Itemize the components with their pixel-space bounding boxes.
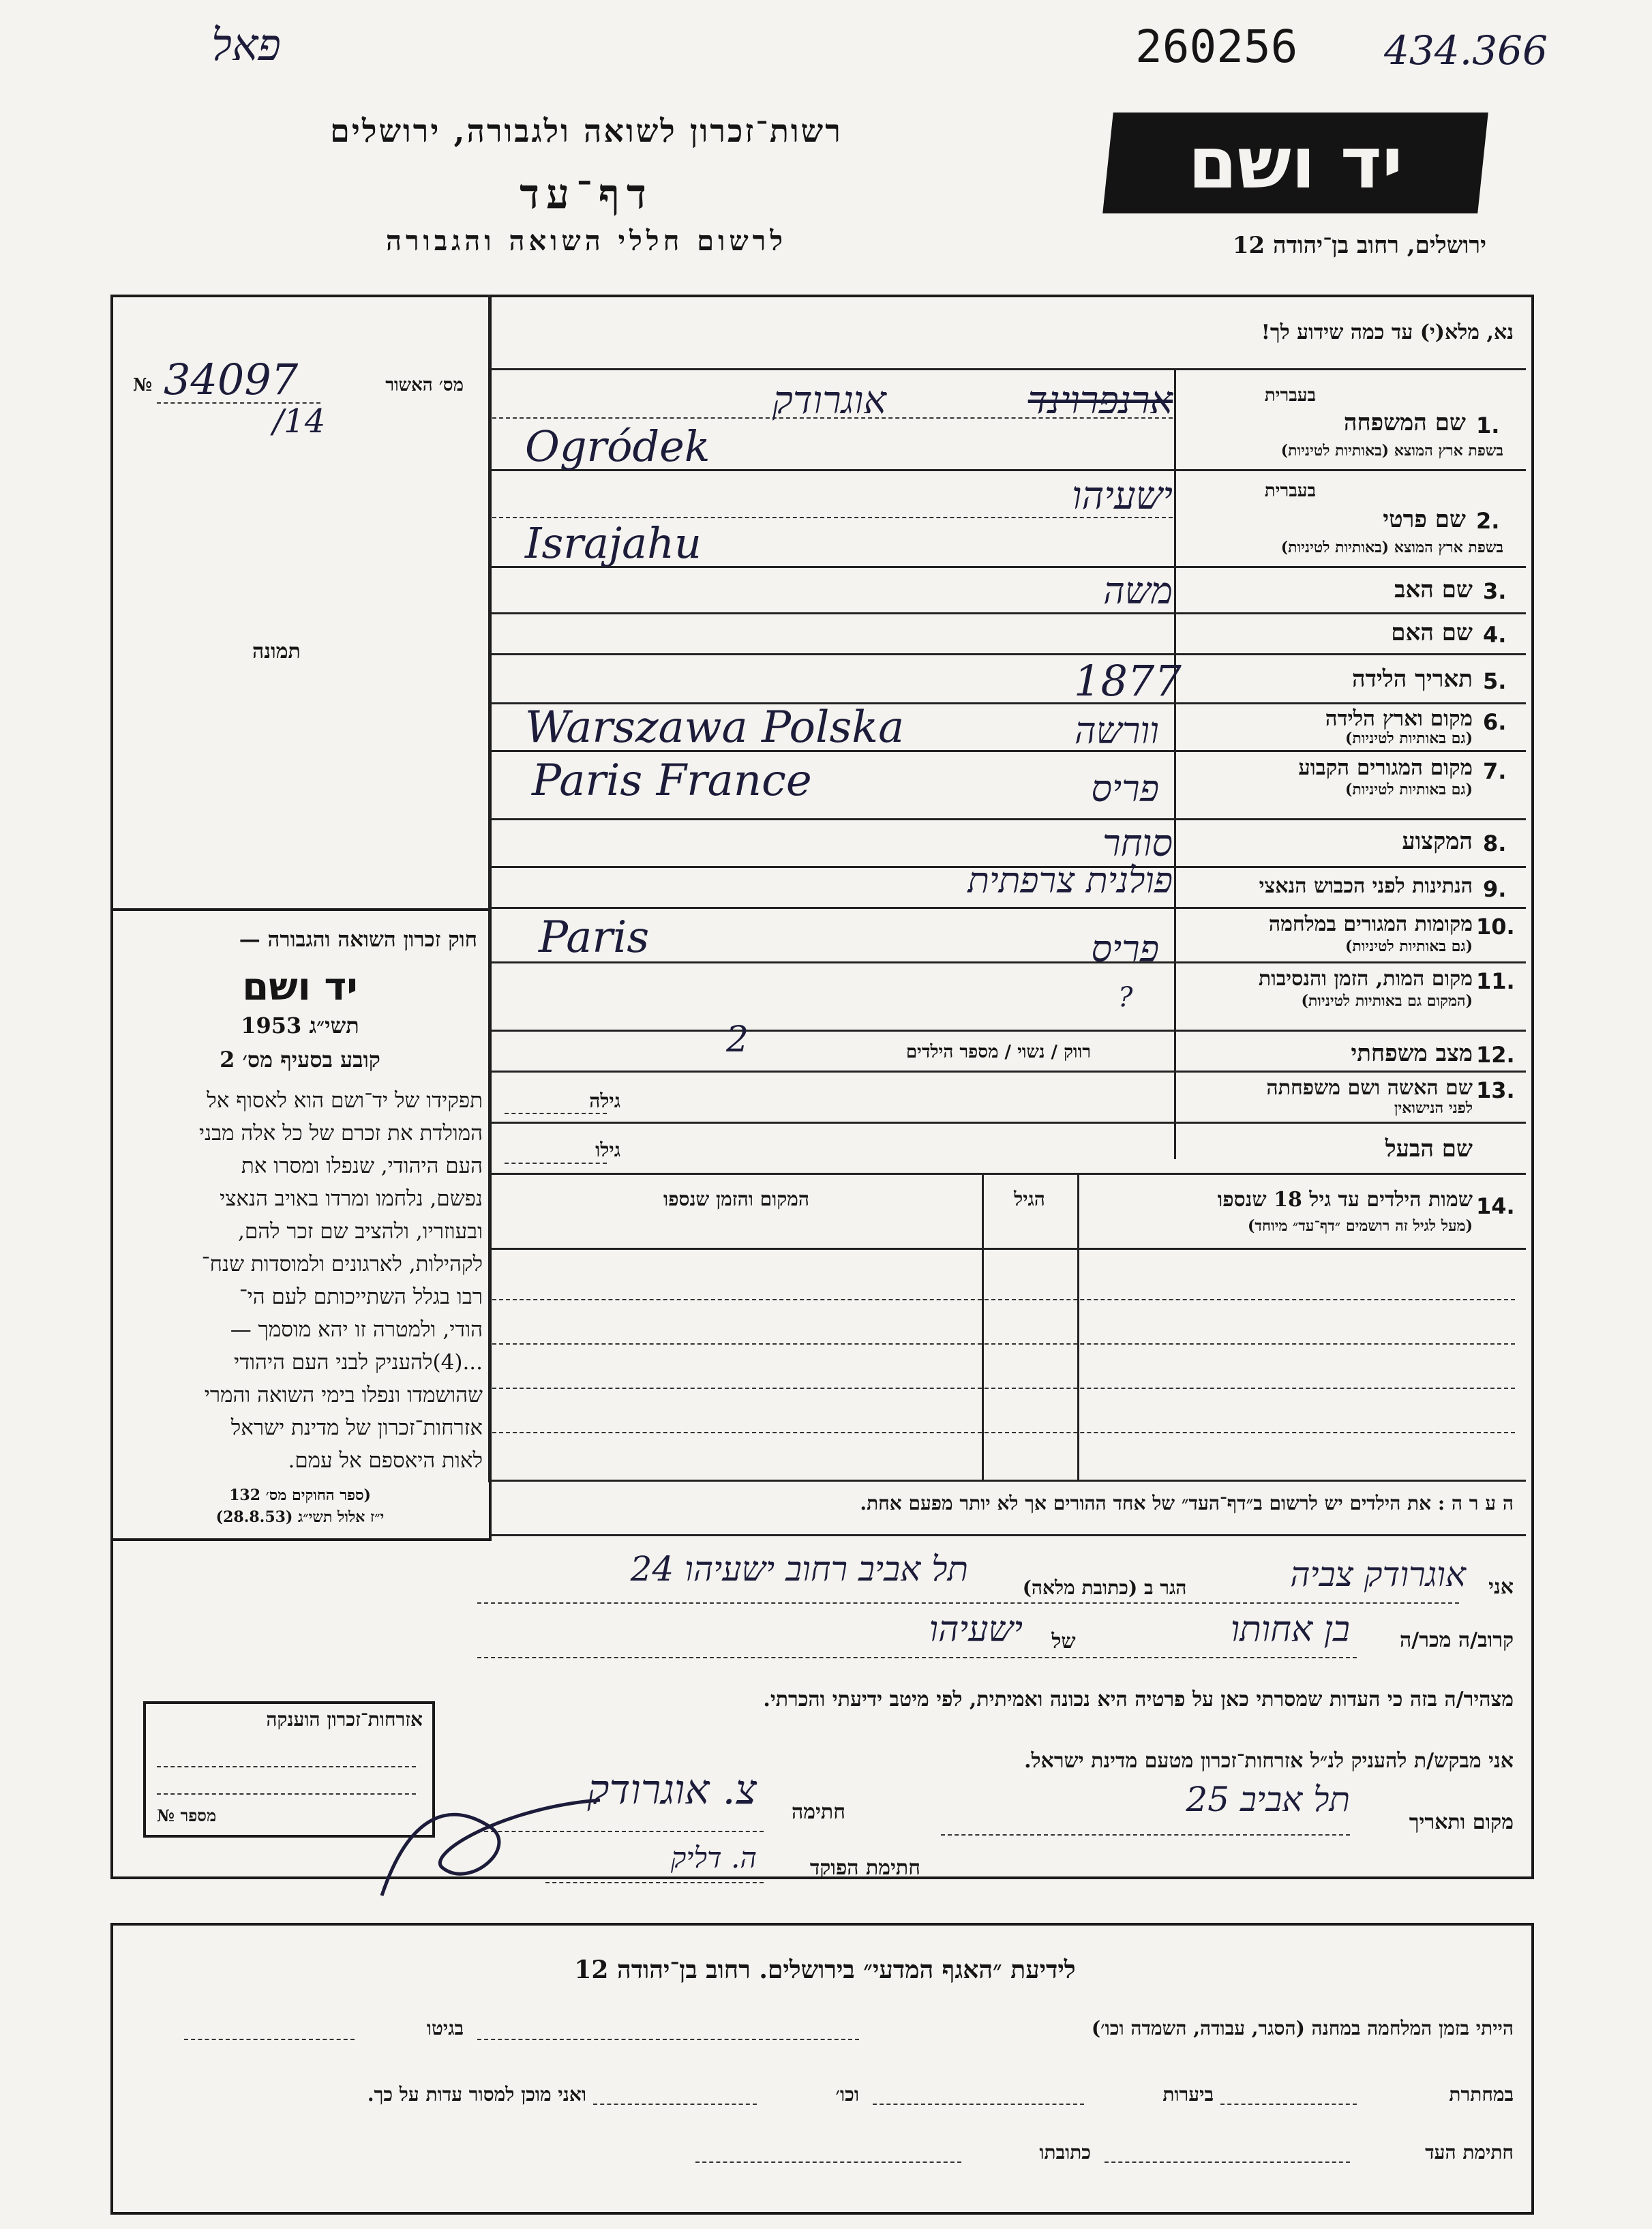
field-1-value-latin: Ogródek: [525, 421, 710, 471]
field-3-num: 3.: [1483, 578, 1507, 604]
field-6-sub: (גם באותיות לטיניות): [1345, 730, 1473, 747]
law-line: לאות היאספם אל עמם.: [288, 1448, 483, 1473]
field-6-label: מקום וארץ הלידה: [1325, 706, 1473, 731]
children-row: [492, 1388, 1515, 1389]
footer-row2-b: ביערות: [1162, 2083, 1214, 2106]
husband-label: שם הבעל: [1385, 1135, 1473, 1163]
memorial-box-line: [157, 1766, 416, 1767]
children-num: 14.: [1476, 1193, 1515, 1219]
field-9-num: 9.: [1483, 876, 1507, 902]
memorial-box-title: אזרחות־זכרון הוענקה: [266, 1708, 423, 1731]
field-11-label: מקום המות, הזמן והנסיבות: [1258, 967, 1473, 991]
field-6-value-he: וורשה: [1074, 709, 1159, 752]
field-5-label: תאריך הלידה: [1351, 665, 1473, 693]
decl-line1-name: אוגרודק צביה: [1290, 1555, 1466, 1594]
place-date-rule: [941, 1834, 1350, 1836]
children-note: (מעל לגיל זה רושמים ״דף־עד״ מיוחד): [1247, 1217, 1473, 1235]
corner-mark: פאל: [211, 20, 281, 71]
field-8-num: 8.: [1483, 831, 1507, 856]
husband-age-line: [505, 1163, 607, 1164]
field-10-sub: (גם באותיות לטיניות): [1345, 938, 1473, 955]
field-6-value-latin: Warszawa Polska: [525, 702, 905, 753]
children-col-divider: [1077, 1173, 1079, 1480]
decl-line1-mid: הגר ב (כתובת מלאה): [1022, 1576, 1187, 1599]
field-9-label: הנתינות לפני הכבוש הנאצי: [1259, 874, 1473, 898]
gazette-ref-1: (ספר החוקים מס׳ 132: [229, 1486, 371, 1504]
field-2-value-latin: Israjahu: [525, 518, 702, 568]
field-5-value: 1877: [1074, 656, 1182, 706]
remark-rule: [490, 1534, 1526, 1536]
row-rule: [490, 818, 1526, 820]
law-year: תשי״ג 1953: [241, 1013, 359, 1038]
row-rule: [490, 1122, 1526, 1124]
field-7-label: מקום המגורים הקבוע: [1298, 756, 1473, 780]
photo-label: תמונה: [252, 640, 301, 663]
logo-text: יד ושם: [1188, 121, 1403, 205]
decl-line2-rule: [477, 1657, 1357, 1658]
children-header-rule: [490, 1248, 1526, 1250]
law-line: נפשם, נלחמו ומרדו באויב הנאצי: [220, 1186, 483, 1211]
field-13-sub: לפני הנישואין: [1394, 1099, 1473, 1117]
children-row: [492, 1299, 1515, 1300]
field-10-label: מקומות המגורים במלחמה: [1268, 912, 1473, 936]
field-7-value-he: פריס: [1091, 767, 1159, 810]
form-divider: [488, 295, 490, 1482]
signature-value: צ. אוגרודק: [587, 1766, 757, 1814]
footer-title: לידיעת ״האגף המדעי״ בירושלים. רחוב בן־יהודה 12: [574, 1956, 1076, 1984]
field-10-num: 10.: [1476, 914, 1515, 940]
field-2-label: שם פרטי: [1383, 506, 1466, 533]
field-6-num: 6.: [1483, 709, 1507, 735]
signature-flourish: [368, 1786, 614, 1909]
husband-age-label: גילו: [595, 1139, 620, 1161]
field-1-sub-latin: בשפת ארץ המוצא (באותיות לטיניות): [1280, 442, 1503, 460]
gazette-ref-2: י״ז אלול תשי״ג (28.8.53): [215, 1508, 385, 1526]
approval-fraction: /14: [273, 402, 326, 440]
footer-row2-d: ואני מוכן למסור עדות על כך.: [367, 2083, 586, 2106]
field-8-value: סוחר: [1102, 822, 1173, 865]
law-line: לקהילות, לארגונים ולמוסדות שנח־: [201, 1252, 483, 1276]
field-3-value: משה: [1103, 569, 1173, 612]
field-13-num: 13.: [1476, 1077, 1515, 1103]
org-line: רשות־זכרון לשואה ולגבורה, ירושלים: [330, 113, 843, 149]
label-divider: [1174, 368, 1176, 1159]
memorial-box-number: מספר №: [157, 1806, 217, 1825]
law-line: המולדת את זכרם של כל אלה מבני: [198, 1121, 483, 1146]
field-4-label: שם האם: [1391, 619, 1473, 646]
field-12-value: 2: [726, 1019, 749, 1060]
instruction: נא, מלא(י) עד כמה שידוע לך!: [1261, 320, 1514, 344]
signature-label: חתימה: [792, 1800, 845, 1824]
field-2-sub-he: בעברית: [1264, 481, 1316, 501]
field-3-label: שם האב: [1394, 576, 1473, 603]
handwritten-ref: 434.366: [1384, 27, 1548, 74]
row-rule: [490, 1030, 1526, 1032]
field-11-sub: (המקום גם באותיות לטיניות): [1301, 992, 1473, 1010]
place-date-value: תל אביב 25: [1186, 1780, 1350, 1819]
approval-underline: [157, 402, 320, 404]
field-13-age-line: [505, 1113, 607, 1114]
law-line: רבו בגלל השתייכותם לעם הי־: [239, 1285, 483, 1309]
footer-row1-a: הייתי בזמן המלחמה במחנה (הסגר, עבודה, השמדה וכו׳): [1091, 2017, 1514, 2039]
decl-line1-prefix: אני: [1488, 1575, 1514, 1599]
field-7-sub: (גם באותיות לטיניות): [1345, 781, 1473, 798]
footer-row2-c: וכו׳: [835, 2083, 859, 2106]
decl-line2-relation: בן אחותו: [1230, 1609, 1350, 1650]
place-date-label: מקום ותאריך: [1409, 1810, 1514, 1834]
field-1-num: 1.: [1476, 413, 1500, 438]
approval-prefix: №: [133, 375, 153, 395]
field-8-label: המקצוע: [1402, 828, 1473, 855]
row-rule: [490, 1071, 1526, 1073]
footer-frame: [110, 1923, 1534, 2215]
approval-label: מס׳ האשור: [385, 375, 464, 395]
archive-code: 260256: [1135, 20, 1298, 73]
footer-row2-a: במחתרת: [1449, 2083, 1514, 2106]
field-7-value-latin: Paris France: [532, 756, 812, 806]
field-10-value-latin: Paris: [539, 912, 650, 963]
field-12-label: מצב משפחתי: [1351, 1040, 1473, 1067]
field-13-age-label: גילה: [589, 1090, 620, 1112]
approval-number: 34097: [164, 355, 299, 404]
law-line: תפקידו של יד־ושם הוא לאסוף אל: [207, 1088, 483, 1113]
children-col-age: הגיל: [1014, 1188, 1045, 1210]
form-subtitle: לרשום חללי השואה והגבורה: [385, 225, 787, 257]
field-11-value: ?: [1118, 982, 1133, 1013]
decl-line1-address: תל אביב רחוב ישעיהו 24: [630, 1549, 968, 1589]
decl-line2-of: של: [1051, 1630, 1076, 1654]
field-1-struck-value: ארנפרוינד: [1027, 378, 1173, 423]
decl-line3: מצהיר/ה בזה כי העדות שמסרתי כאן על פרטיה היא נכונה ואמיתית, לפי מיטב ידיעתי והכרתי.: [763, 1688, 1514, 1711]
footer-row3-b: כתובתו: [1039, 2141, 1091, 2164]
field-7-num: 7.: [1483, 758, 1507, 784]
field-10-value-he: פריס: [1091, 927, 1159, 970]
row-rule: [490, 612, 1526, 614]
law-line: ובעוזריו, ולהציב שם זכר להם,: [238, 1219, 483, 1244]
row-rule: [490, 907, 1526, 909]
yad-vashem-logo: [1102, 113, 1488, 213]
law-line: ...(4)להעניק לבני העם היהודי: [234, 1350, 483, 1375]
children-row: [492, 1432, 1515, 1433]
field-4-num: 4.: [1483, 622, 1507, 648]
decl-line4: אני מבקש/ת להעניק לנ״ל אזרחות־זכרון מטעם מדינת ישראל.: [1024, 1749, 1514, 1773]
field-5-num: 5.: [1483, 668, 1507, 694]
law-line: אזרחות־זכרון של מדינת ישראל: [230, 1416, 483, 1440]
children-col-place: המקום והזמן שנספו: [663, 1188, 809, 1210]
law-title: חוק זכרון השואה והגבורה —: [239, 927, 477, 952]
row-rule: [490, 1173, 1526, 1175]
decl-line2-prefix: קרוב/ה מכר/ה: [1400, 1628, 1514, 1652]
law-line: שהושמדו ונפלו בימי השואה והמרי: [204, 1383, 483, 1407]
field-13-label: שם האשה ושם משפחתה: [1266, 1076, 1473, 1100]
children-row: [492, 1343, 1515, 1345]
row-rule: [490, 368, 1526, 370]
address: ירושלים, רחוב בן־יהודה 12: [1232, 232, 1486, 259]
law-name: יד ושם: [242, 965, 358, 1009]
form-title: דף־עד: [520, 170, 653, 218]
children-rule-bottom: [490, 1480, 1526, 1482]
law-clause: קובע בסעיף מס׳ 2: [220, 1047, 380, 1073]
law-line: העם היהודי, שנפלו ומסרו את: [241, 1154, 483, 1178]
field-12-mid: רווק / נשוי / מספר הילדים: [905, 1042, 1091, 1062]
field-11-num: 11.: [1476, 968, 1515, 994]
field-9-value: פולנית צרפתית: [967, 861, 1173, 901]
officer-label: חתימת הפוקד: [809, 1856, 920, 1880]
field-1-sub-he: בעברית: [1264, 385, 1316, 406]
children-title: שמות הילדים עד גיל 18 שנספו: [1217, 1188, 1473, 1212]
footer-row3-a: חתימת העד: [1425, 2141, 1514, 2164]
row-rule: [490, 653, 1526, 655]
field-2-value-he: ישעיהו: [1072, 474, 1173, 518]
field-12-num: 12.: [1476, 1042, 1515, 1068]
field-2-sub-latin: בשפת ארץ המוצא (באותיות לטיניות): [1280, 539, 1503, 556]
field-1-label: שם המשפחה: [1343, 409, 1466, 436]
footer-row1-b: בגיטו: [426, 2017, 464, 2039]
officer-value: ה. דליק: [670, 1841, 757, 1874]
decl-line1-rule: [477, 1602, 1459, 1604]
remark: ה ע ר ה : את הילדים יש לרשום ב״דף־העד״ של אחד ההורים אך לא יותר מפעם אחת.: [860, 1492, 1514, 1514]
field-1-value-he: אוגרודק: [772, 378, 886, 423]
field-2-num: 2.: [1476, 508, 1500, 534]
law-text: [121, 1084, 483, 1477]
decl-line2-name: ישעיהו: [929, 1609, 1023, 1650]
law-line: הודי, ולמטרה זו יהא מוסמך —: [230, 1317, 483, 1342]
children-col-divider: [982, 1173, 984, 1480]
